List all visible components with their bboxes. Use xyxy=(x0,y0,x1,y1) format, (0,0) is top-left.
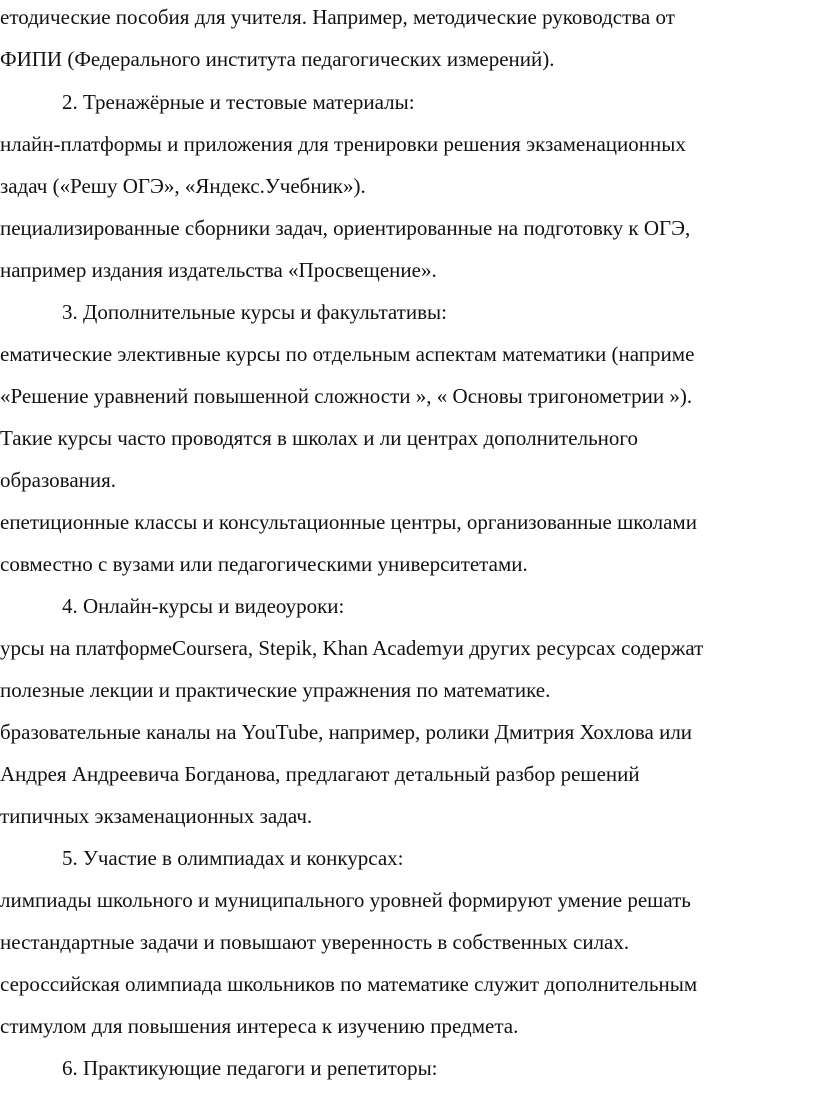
text-line: нлайн-платформы и приложения для тренировки решения экзаменационных xyxy=(0,132,686,156)
section-heading: 2. Тренажёрные и тестовые материалы: xyxy=(62,90,415,114)
text-line: ФИПИ (Федерального института педагогических измерений). xyxy=(0,47,555,71)
section-heading: 6. Практикующие педагоги и репетиторы: xyxy=(62,1056,438,1080)
text-line: полезные лекции и практические упражнения по математике. xyxy=(0,678,551,702)
section-heading: 5. Участие в олимпиадах и конкурсах: xyxy=(62,846,404,870)
text-line: урсы на платформеCoursera, Stepik, Khan Academyи других ресурсах содержат xyxy=(0,636,704,660)
text-line: пециализированные сборники задач, ориентированные на подготовку к ОГЭ, xyxy=(0,216,691,240)
text-line: например издания издательства «Просвещение». xyxy=(0,258,437,282)
text-line: лимпиады школьного и муниципального уровней формируют умение решать xyxy=(0,888,691,912)
text-line: Такие курсы часто проводятся в школах и ли центрах дополнительного xyxy=(0,426,638,450)
text-line: епетиционные классы и консультационные центры, организованные школами xyxy=(0,510,697,534)
text-line: типичных экзаменационных задач. xyxy=(0,804,313,828)
text-line: «Решение уравнений повышенной сложности », « Основы тригонометрии »). xyxy=(0,384,693,408)
text-line: ематические элективные курсы по отдельным аспектам математики (наприме xyxy=(0,342,695,366)
text-line: образования. xyxy=(0,468,117,492)
text-line: стимулом для повышения интереса к изучению предмета. xyxy=(0,1014,519,1038)
text-line: Андрея Андреевича Богданова, предлагают детальный разбор решений xyxy=(0,762,640,786)
text-line: совместно с вузами или педагогическими университетами. xyxy=(0,552,528,576)
text-line: нестандартные задачи и повышают уверенность в собственных силах. xyxy=(0,930,630,954)
section-heading: 3. Дополнительные курсы и факультативы: xyxy=(62,300,447,324)
section-heading: 4. Онлайн-курсы и видеоуроки: xyxy=(62,594,345,618)
text-line: сероссийская олимпиада школьников по математике служит дополнительным xyxy=(0,972,698,996)
text-line: етодические пособия для учителя. Например, методические руководства от xyxy=(0,5,675,29)
text-line: бразовательные каналы на YouTube, например, ролики Дмитрия Хохлова или xyxy=(0,720,693,744)
text-line: задач («Решу ОГЭ», «Яндекс.Учебник»). xyxy=(0,174,366,198)
